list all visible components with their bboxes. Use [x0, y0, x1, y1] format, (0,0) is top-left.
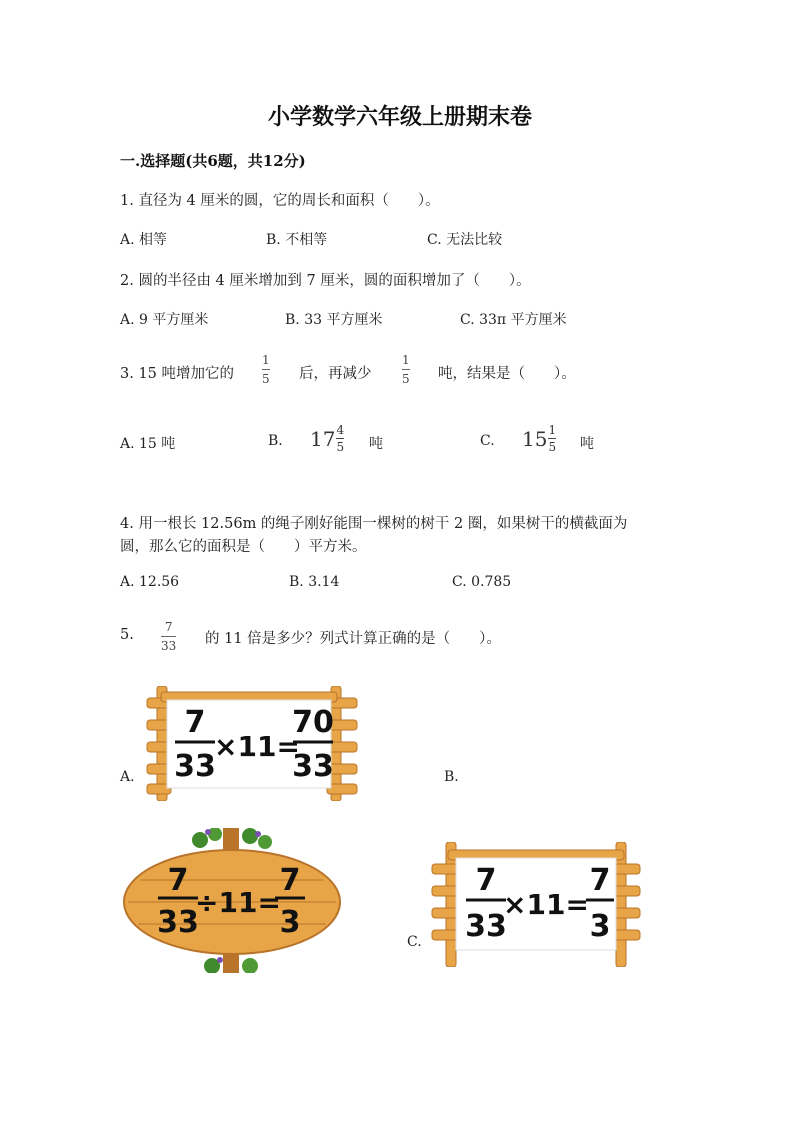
q5-fraction: 7 33	[161, 620, 177, 653]
sign-c-denominator-1: 33	[465, 909, 507, 944]
sign-a-numerator-2: 70	[292, 705, 334, 740]
sign-c-numerator-2: 7	[589, 863, 611, 898]
q5-option-c-sign[interactable]	[428, 842, 643, 967]
q3-option-c-mixed-number: 15 1 5	[522, 423, 557, 454]
q5-option-c-label[interactable]: C.	[407, 934, 422, 950]
question-5-text: 的 11 倍是多少？列式计算正确的是（ ）。	[205, 631, 501, 647]
sign-b-numerator-1: 7	[167, 863, 189, 898]
sign-a-numerator-1: 7	[184, 705, 206, 740]
sign-b-numerator-2: 7	[279, 863, 301, 898]
q3-option-b-unit: 吨	[369, 436, 383, 452]
q4-option-a[interactable]: A. 12.56	[120, 574, 180, 590]
q5-option-a-sign[interactable]	[145, 686, 365, 801]
page-title: 小学数学六年级上册期末卷	[267, 104, 532, 130]
q2-option-a[interactable]: A. 9 平方厘米	[120, 312, 209, 328]
q3-option-c-label[interactable]: C.	[480, 433, 495, 449]
q1-option-a[interactable]: A. 相等	[120, 232, 168, 248]
question-4-line-2: 圆，那么它的面积是（ ）平方米。	[120, 539, 367, 555]
q5-option-a-label[interactable]: A.	[120, 769, 135, 785]
q3-option-a[interactable]: A. 15 吨	[120, 436, 176, 452]
sign-a-operator: ×11=	[214, 730, 300, 763]
q3-option-b-label[interactable]: B.	[268, 433, 283, 449]
q2-option-b[interactable]: B. 33 平方厘米	[285, 312, 383, 328]
q3-fraction-2: 1 5	[402, 353, 410, 386]
section-heading: 一.选择题(共6题，共12分)	[120, 152, 306, 170]
sign-c-denominator-2: 3	[589, 909, 611, 944]
sign-a-denominator-2: 33	[292, 749, 334, 784]
question-2: 2. 圆的半径由 4 厘米增加到 7 厘米，圆的面积增加了（ ）。	[120, 273, 531, 289]
sign-b-denominator-1: 33	[157, 905, 199, 940]
q3-option-c-unit: 吨	[580, 436, 594, 452]
question-3-middle: 后，再减少	[299, 366, 372, 382]
q4-option-b[interactable]: B. 3.14	[289, 574, 340, 590]
question-4-line-1: 4. 用一根长 12.56m 的绳子刚好能围一棵树的树干 2 圈，如果树干的横截面为	[120, 516, 628, 532]
question-3-start: 3. 15 吨增加它的	[120, 366, 235, 382]
q1-option-b[interactable]: B. 不相等	[266, 232, 328, 248]
q3-fraction-1: 1 5	[262, 353, 270, 386]
sign-b-operator: ÷11=	[195, 886, 281, 919]
q4-option-c[interactable]: C. 0.785	[452, 574, 512, 590]
q5-option-b-sign[interactable]	[120, 828, 345, 973]
sign-c-operator: ×11=	[503, 888, 589, 921]
question-1: 1. 直径为 4 厘米的圆，它的周长和面积（ ）。	[120, 193, 440, 209]
q5-option-b-label[interactable]: B.	[444, 769, 459, 785]
sign-c-numerator-1: 7	[475, 863, 497, 898]
sign-a-denominator-1: 33	[174, 749, 216, 784]
q3-option-b-mixed-number: 17 4 5	[310, 423, 345, 454]
question-5-number: 5.	[120, 627, 134, 643]
question-3-end: 吨，结果是（ ）。	[438, 366, 576, 382]
sign-b-denominator-2: 3	[279, 905, 301, 940]
q1-option-c[interactable]: C. 无法比较	[427, 232, 503, 248]
q2-option-c[interactable]: C. 33π 平方厘米	[460, 312, 567, 328]
